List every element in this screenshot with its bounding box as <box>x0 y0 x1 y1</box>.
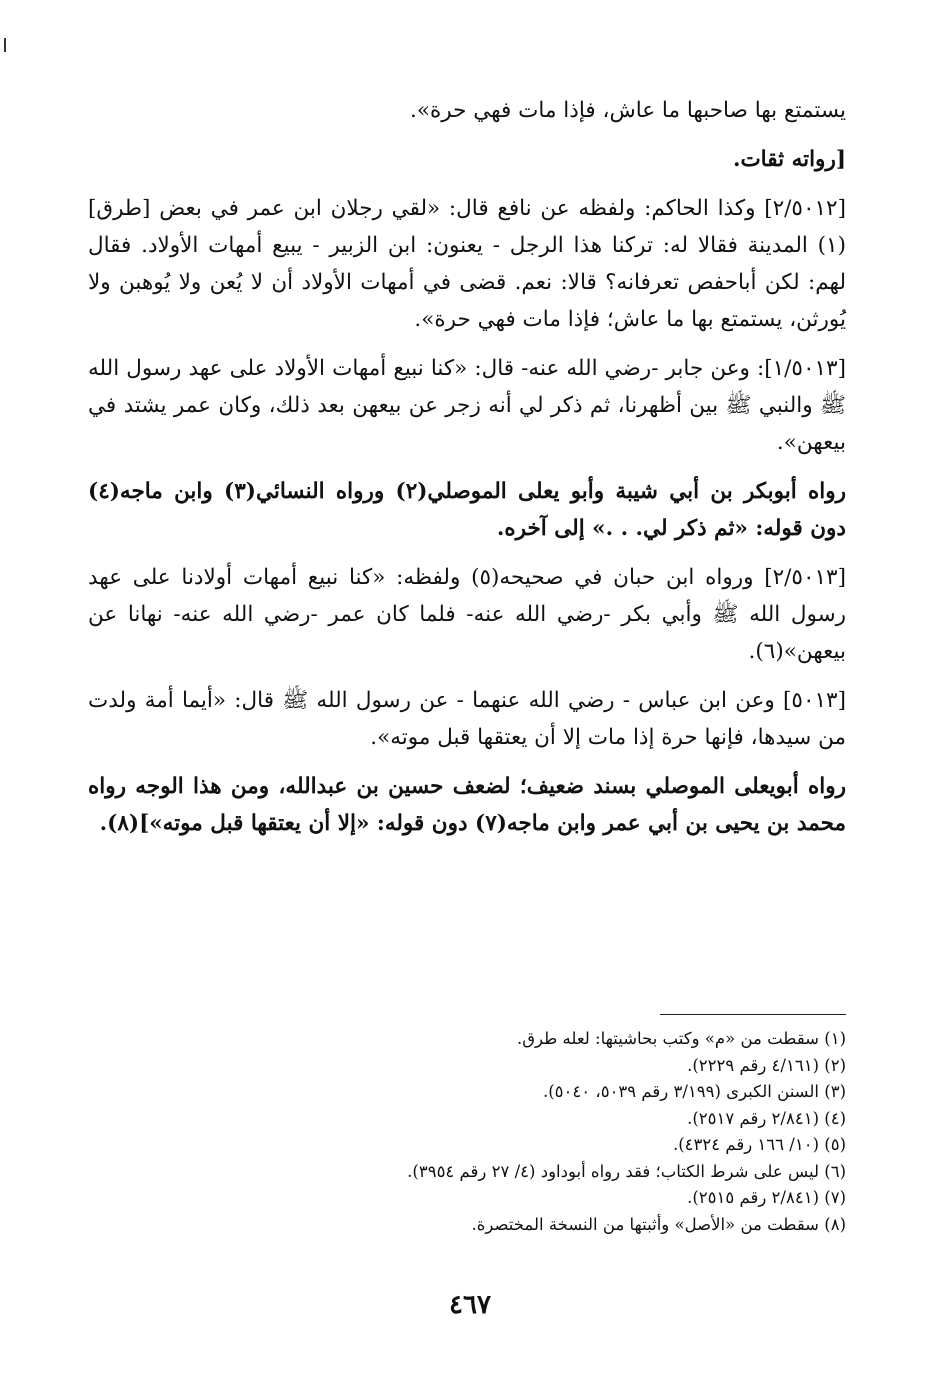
footnote: (٣) السنن الكبرى (٣/١٩٩ رقم ٥٠٣٩، ٥٠٤٠). <box>542 1082 846 1101</box>
footnote: (٥) (١٠/ ١٦٦ رقم ٤٣٢٤). <box>672 1135 846 1154</box>
paragraph: [رواته ثقات. <box>732 147 846 172</box>
footnote: (٤) (٢/٨٤١ رقم ٢٥١٧). <box>687 1108 846 1128</box>
footnote: (٧) (٢/٨٤١ رقم ٢٥١٥). <box>687 1188 846 1207</box>
paragraph: [٥٠١٣] وعن ابن عباس - رضي الله عنهما - عن رسول الله ﷺ قال: «أيما أمة ولدت من سيدها، فإنها حرة إذا مات إلا أن يعتقها قبل موته». <box>88 688 846 750</box>
paragraph: رواه أبويعلى الموصلي بسند ضعيف؛ لضعف حسين بن عبدالله، ومن هذا الوجه رواه محمد بن يحيى بن أبي عمر وابن ماجه(٧) دون قوله: «إلا أن يعتقها قبل موته»](٨). <box>88 774 846 836</box>
paragraph: [١/٥٠١٣]: وعن جابر -رضي الله عنه- قال: «كنا نبيع أمهات الأولاد على عهد رسول الله ﷺ والنبي ﷺ بين أظهرنا، ثم ذكر لي أنه زجر عن بيعهن بعد ذلك، وكان عمر يشتد في بيعهن». <box>88 356 846 455</box>
paragraph: يستمتع بها صاحبها ما عاش، فإذا مات فهي حرة». <box>409 98 846 123</box>
footnotes <box>180 1026 846 1238</box>
footnote: (١) سقطت من «م» وكتب بحاشيتها: لعله طرق. <box>516 1029 846 1048</box>
footnote-separator <box>660 1014 846 1015</box>
page-number: ٤٦٧ <box>449 1290 491 1320</box>
paragraph: [٢/٥٠١٢] وكذا الحاكم: ولفظه عن نافع قال: «لقي رجلان ابن عمر في بعض [طرق](١) المدينة فقالا له: تركنا هذا الرجل - يعنون: ابن الزبير - يبيع أمهات الأولاد. فقال لهم: لكن أباحفص تعرفانه؟ قالا: نعم. قضى في أمهات الأولاد أن لا يُعن ولا يُوهبن ولا يُورثن، يستمتع بها ما عاش؛ فإذا مات فهي حرة». <box>88 196 846 332</box>
footnote: (٨) سقطت من «الأصل» وأثبتها من النسخة المختصرة. <box>471 1214 846 1234</box>
paragraph: [٢/٥٠١٣] ورواه ابن حبان في صحيحه(٥) ولفظه: «كنا نبيع أمهات أولادنا على عهد رسول الله ﷺ وأبي بكر -رضي الله عنه- فلما كان عمر -رضي الله عنه- نهانا عن بيعهن»(٦). <box>88 565 846 664</box>
paragraph: رواه أبوبكر بن أبي شيبة وأبو يعلى الموصلي(٢) ورواه النسائي(٣) وابن ماجه(٤) دون قوله: «ثم ذكر لي. . .» إلى آخره. <box>88 479 846 541</box>
margin-mark <box>4 38 6 52</box>
footnote: (٢) (٤/١٦١ رقم ٢٢٢٩). <box>687 1055 846 1075</box>
main-text <box>88 92 846 854</box>
footnote: (٦) ليس على شرط الكتاب؛ فقد رواه أبوداود (٤/ ٢٧ رقم ٣٩٥٤). <box>407 1161 846 1181</box>
